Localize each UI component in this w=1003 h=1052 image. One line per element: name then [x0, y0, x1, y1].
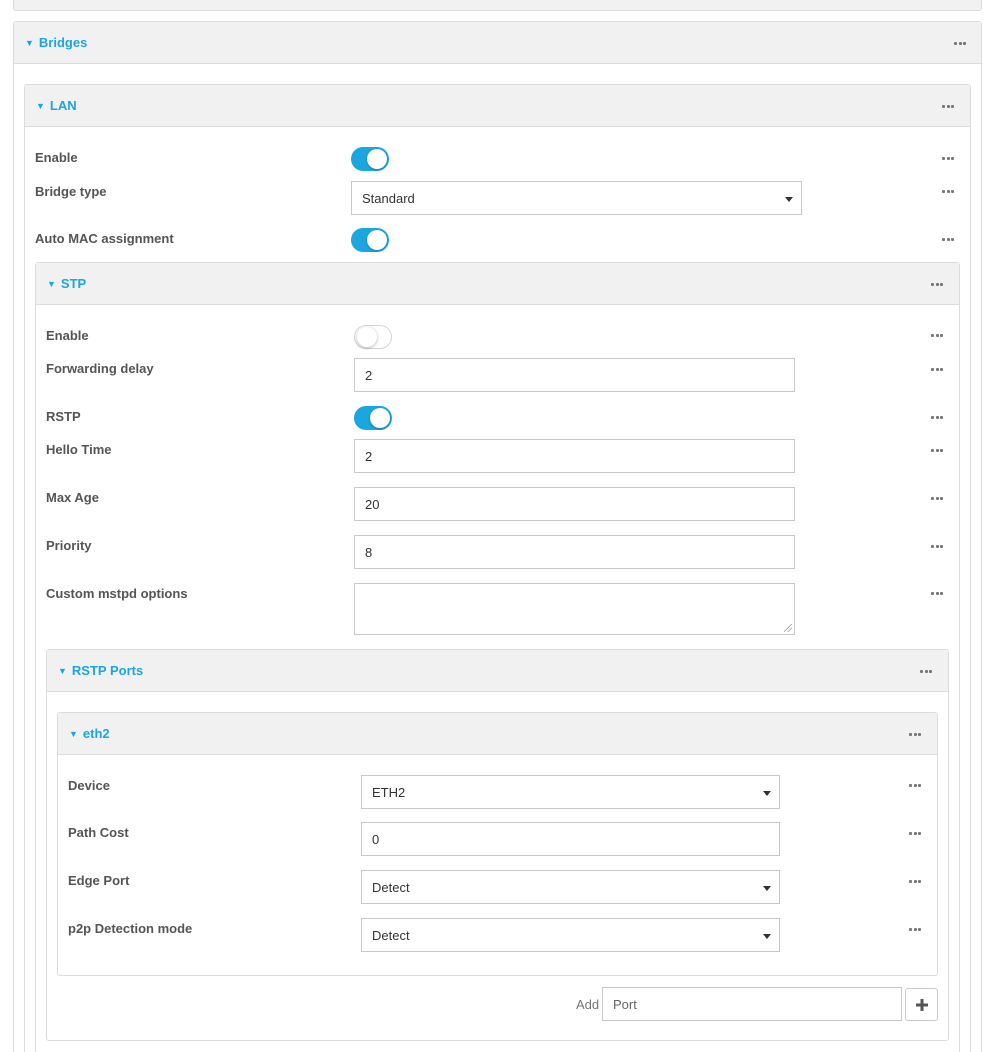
caret-down-icon	[785, 197, 793, 202]
plus-icon	[915, 998, 929, 1012]
path-cost-label: Path Cost	[68, 825, 129, 840]
caret-down-icon	[763, 791, 771, 796]
stp-enable-label: Enable	[46, 328, 89, 343]
hello-time-input[interactable]: 2	[354, 439, 795, 473]
custom-mstpd-label: Custom mstpd options	[46, 586, 188, 601]
p2p-detection-label: p2p Detection mode	[68, 921, 193, 936]
caret-down-icon	[763, 886, 771, 891]
edge-port-label: Edge Port	[68, 873, 130, 888]
stp-enable-toggle[interactable]	[354, 325, 392, 349]
stp-header[interactable]	[36, 263, 959, 305]
bridge-type-menu-icon[interactable]	[942, 188, 954, 194]
max-age-label: Max Age	[46, 490, 99, 505]
stp-enable-menu-icon[interactable]	[931, 332, 943, 338]
eth2-title[interactable]: ▼ eth2	[69, 726, 110, 741]
forwarding-delay-label: Forwarding delay	[46, 361, 154, 376]
collapse-triangle-icon: ▼	[25, 38, 34, 48]
auto-mac-label: Auto MAC assignment	[35, 231, 174, 246]
previous-panel	[13, 0, 982, 11]
auto-mac-toggle[interactable]	[351, 228, 389, 252]
edge-port-menu-icon[interactable]	[909, 878, 921, 884]
lan-menu-icon[interactable]	[942, 103, 954, 109]
lan-enable-menu-icon[interactable]	[942, 155, 954, 161]
rstp-ports-title[interactable]: ▼ RSTP Ports	[58, 663, 144, 678]
caret-down-icon	[763, 934, 771, 939]
bridges-menu-icon[interactable]	[954, 40, 966, 46]
rstp-ports-header[interactable]	[47, 650, 948, 692]
max-age-input[interactable]: 20	[354, 487, 795, 521]
device-select[interactable]: ETH2	[361, 775, 780, 809]
add-port-button[interactable]	[905, 988, 938, 1021]
custom-mstpd-textarea[interactable]	[354, 583, 795, 635]
p2p-detection-select[interactable]: Detect	[361, 918, 780, 952]
collapse-triangle-icon: ▼	[69, 729, 78, 739]
priority-menu-icon[interactable]	[931, 543, 943, 549]
lan-enable-label: Enable	[35, 150, 78, 165]
collapse-triangle-icon: ▼	[47, 279, 56, 289]
eth2-menu-icon[interactable]	[909, 731, 921, 737]
hello-time-label: Hello Time	[46, 442, 112, 457]
device-label: Device	[68, 778, 110, 793]
bridge-type-select[interactable]: Standard	[351, 181, 802, 215]
rstp-label: RSTP	[46, 409, 81, 424]
path-cost-menu-icon[interactable]	[909, 830, 921, 836]
edge-port-select[interactable]: Detect	[361, 870, 780, 904]
rstp-menu-icon[interactable]	[931, 414, 943, 420]
max-age-menu-icon[interactable]	[931, 495, 943, 501]
resize-grip-icon[interactable]	[784, 624, 792, 632]
bridges-header[interactable]	[14, 22, 981, 64]
path-cost-input[interactable]: 0	[361, 822, 780, 856]
bridge-type-label: Bridge type	[35, 184, 107, 199]
rstp-toggle[interactable]	[354, 406, 392, 430]
stp-menu-icon[interactable]	[931, 281, 943, 287]
stp-title[interactable]: ▼ STP	[47, 276, 87, 291]
p2p-detection-menu-icon[interactable]	[909, 926, 921, 932]
add-port-label: Add	[576, 997, 600, 1012]
bridges-title[interactable]: ▼ Bridges	[25, 35, 88, 50]
priority-input[interactable]: 8	[354, 535, 795, 569]
eth2-header[interactable]	[58, 713, 937, 755]
rstp-ports-menu-icon[interactable]	[920, 668, 932, 674]
lan-title[interactable]: ▼ LAN	[36, 98, 77, 113]
device-menu-icon[interactable]	[909, 782, 921, 788]
hello-time-menu-icon[interactable]	[931, 447, 943, 453]
lan-enable-toggle[interactable]	[351, 147, 389, 171]
priority-label: Priority	[46, 538, 92, 553]
forwarding-delay-menu-icon[interactable]	[931, 366, 943, 372]
lan-header[interactable]	[25, 85, 970, 127]
custom-mstpd-menu-icon[interactable]	[931, 590, 943, 596]
add-port-input[interactable]: Port	[602, 987, 902, 1021]
collapse-triangle-icon: ▼	[36, 101, 45, 111]
collapse-triangle-icon: ▼	[58, 666, 67, 676]
forwarding-delay-input[interactable]: 2	[354, 358, 795, 392]
auto-mac-menu-icon[interactable]	[942, 236, 954, 242]
